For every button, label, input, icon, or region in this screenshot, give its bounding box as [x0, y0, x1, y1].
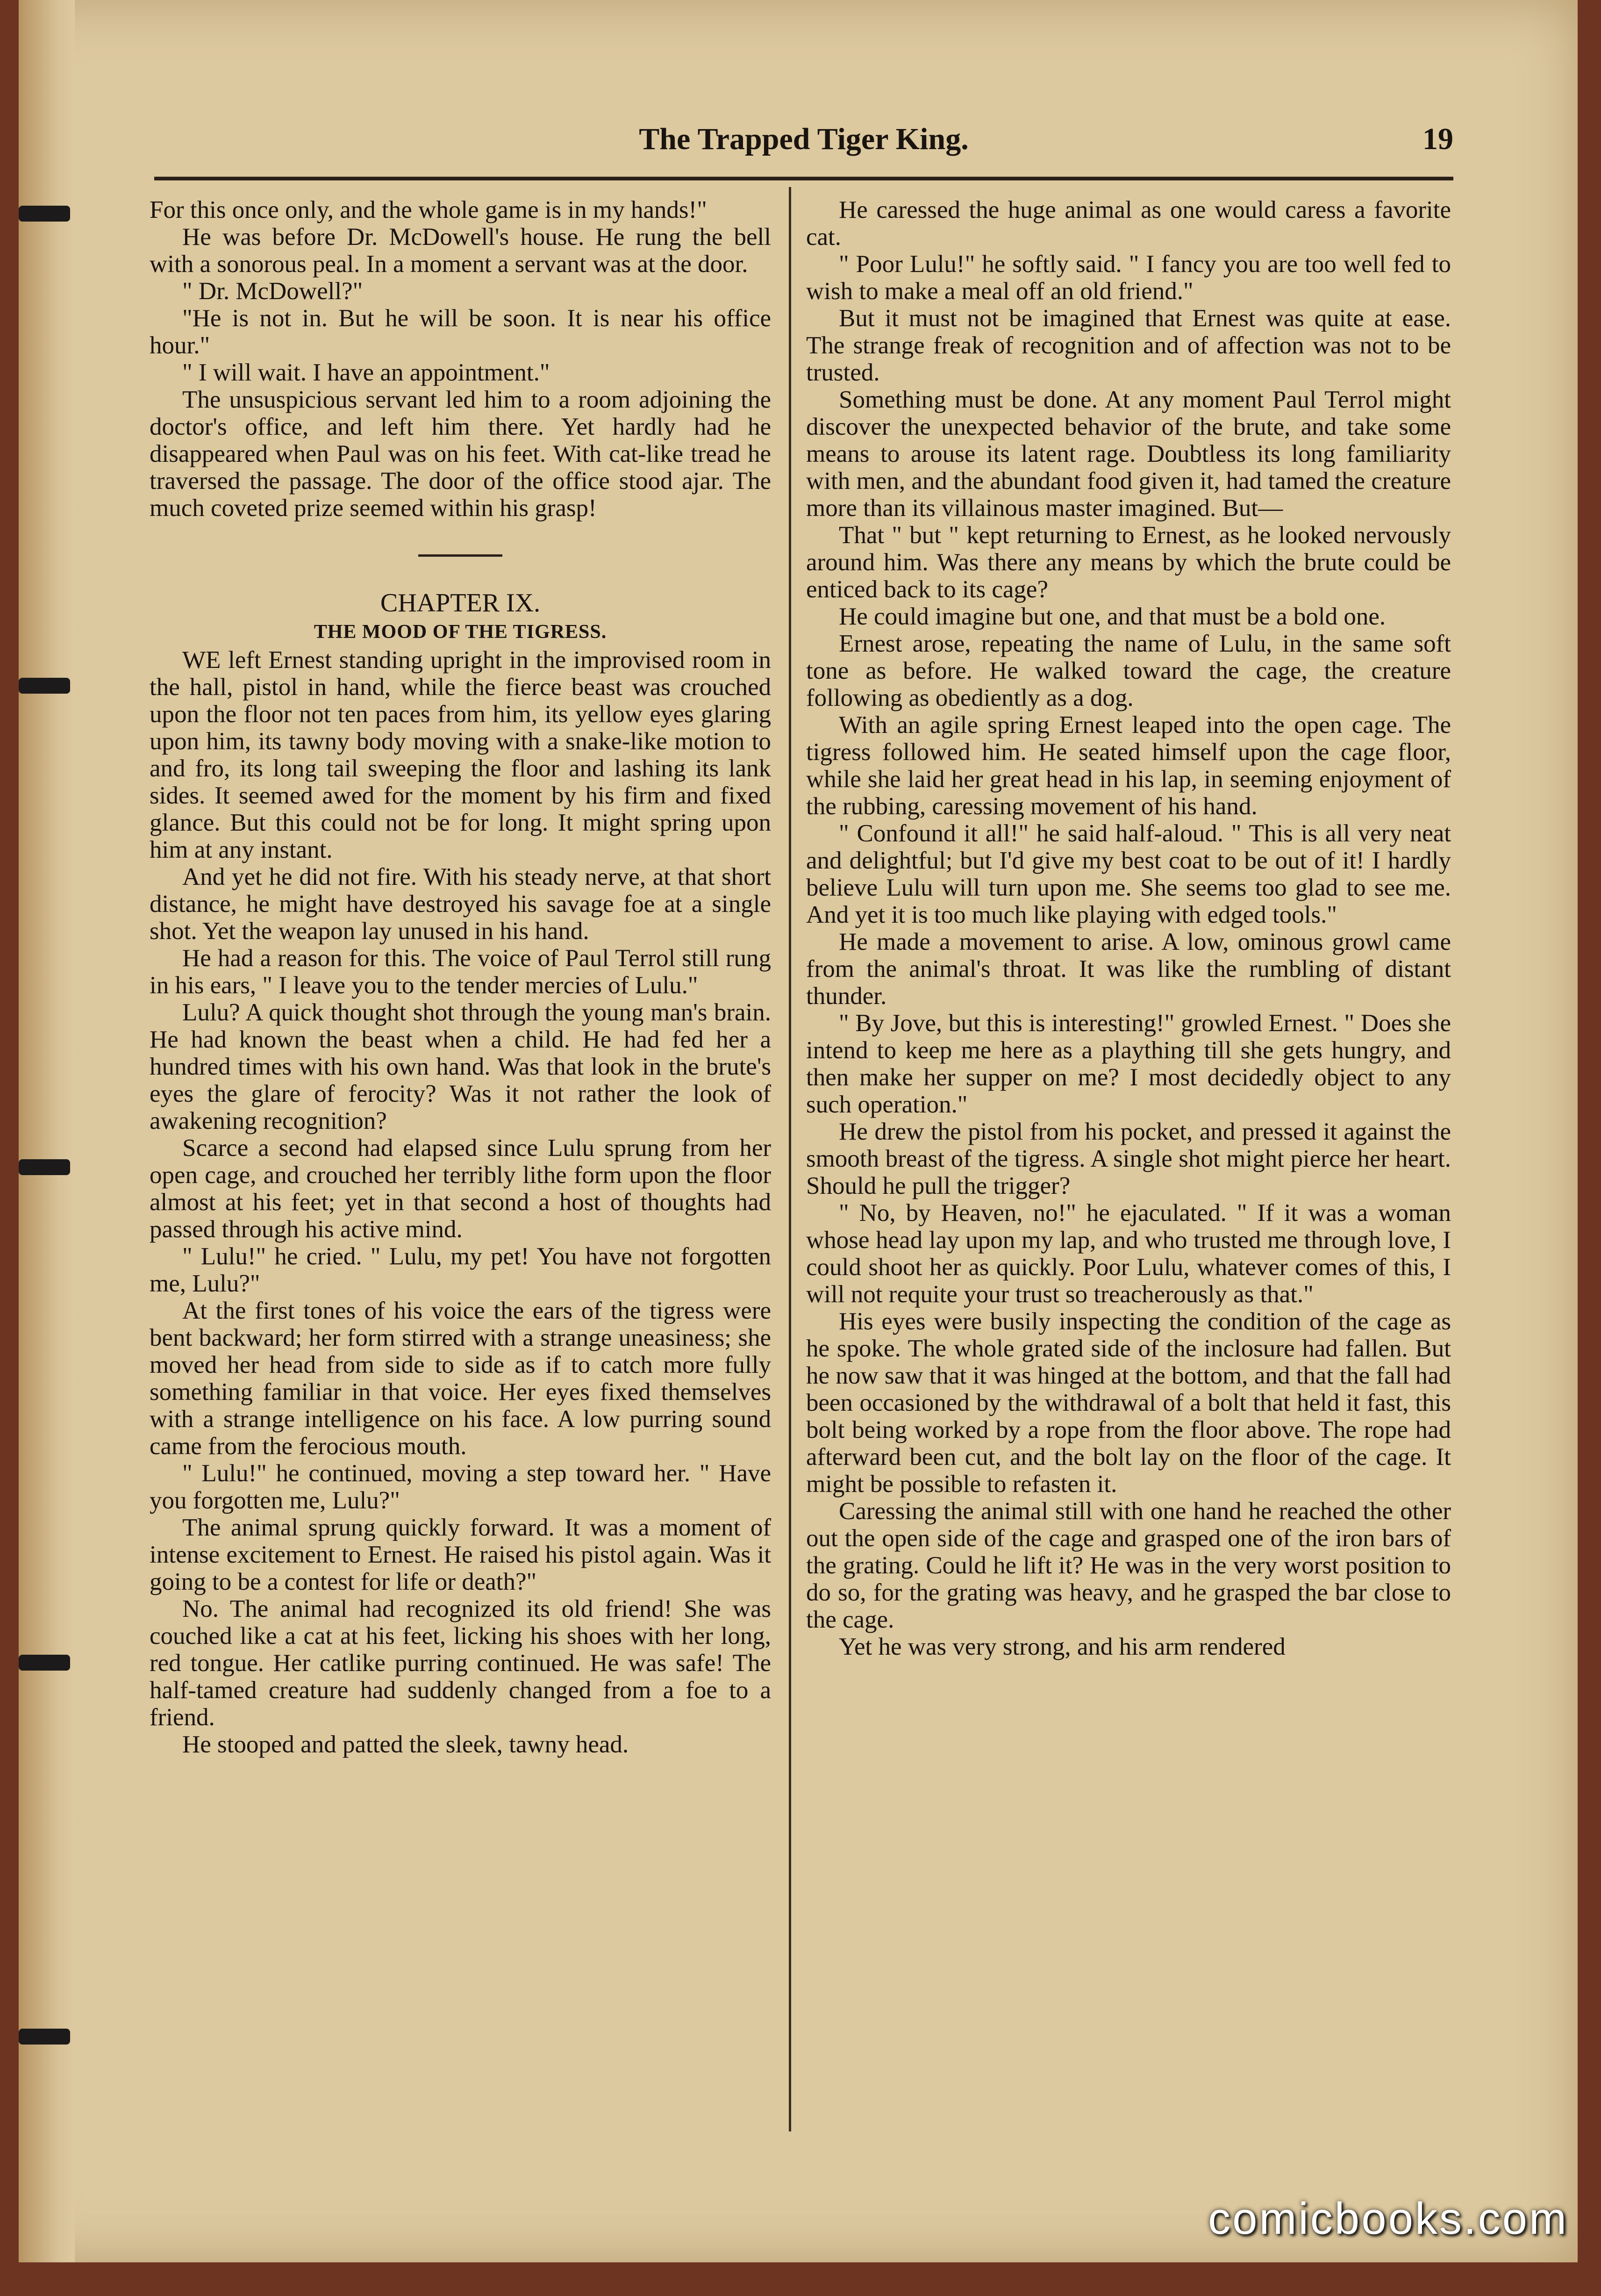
paragraph: Yet he was very strong, and his arm rendered	[839, 1633, 1286, 1660]
binding-stitch	[19, 678, 70, 694]
paragraph: He drew the pistol from his pocket, and pressed it against the smooth breast of the tigress. A single shot might pierce her heart. Should he pull the trigger?	[806, 1118, 1451, 1199]
paragraph: He made a movement to arise. A low, ominous growl came from the animal's throat. It was like the rumbling of distant thunder.	[806, 928, 1451, 1010]
paragraph: He could imagine but one, and that must be a bold one.	[839, 603, 1386, 630]
chapter-title: CHAPTER IX.	[380, 588, 541, 617]
paragraph: " Lulu!" he cried. " Lulu, my pet! You have not forgotten me, Lulu?"	[150, 1243, 771, 1297]
paragraph: " Lulu!" he continued, moving a step toward her. " Have you forgotten me, Lulu?"	[150, 1460, 771, 1514]
binding-stitch	[19, 1655, 70, 1671]
paragraph: Ernest arose, repeating the name of Lulu, in the same soft tone as before. He walked toward the cage, the creature following as obediently as a dog.	[806, 630, 1451, 711]
site-watermark: comicbooks.com	[1208, 2194, 1568, 2244]
paragraph: " I will wait. I have an appointment."	[182, 359, 550, 386]
binding-stitch	[19, 1159, 70, 1175]
page-spine	[19, 0, 75, 2262]
right-column	[806, 196, 1451, 1660]
paragraph: " No, by Heaven, no!" he ejaculated. " If it was a woman whose head lay upon my lap, and who trusted me through love, I could shoot her as quickly. Poor Lulu, whatever comes of this, I will not requite your trust so treacherously as that."	[806, 1199, 1451, 1308]
paragraph: " Dr. McDowell?"	[182, 278, 363, 305]
binding-stitch	[19, 206, 70, 222]
paragraph: No. The animal had recognized its old friend! She was couched like a cat at his feet, licking his shoes with her long, red tongue. Her catlike purring continued. He was safe! The half-tamed creature had suddenly changed from a foe to a friend.	[150, 1595, 771, 1731]
header-rule	[154, 177, 1453, 180]
paragraph: He had a reason for this. The voice of Paul Terrol still rung in his ears, " I leave you to the tender mercies of Lulu."	[150, 945, 771, 999]
paragraph: "He is not in. But he will be soon. It is near his office hour."	[150, 305, 771, 359]
column-divider	[789, 187, 791, 2131]
paragraph: He stooped and patted the sleek, tawny head.	[182, 1731, 629, 1758]
section-separator	[418, 554, 502, 557]
running-head: The Trapped Tiger King.	[639, 122, 969, 156]
paragraph: For this once only, and the whole game is in my hands!"	[150, 196, 707, 223]
paragraph: At the first tones of his voice the ears of the tigress were bent backward; her form stirred with a strange uneasiness; she moved her head from side to side as if to catch more fully something familiar in that voice. Her eyes fixed themselves with a strange intelligence on his face. A low purring sound came from the ferocious mouth.	[150, 1297, 771, 1460]
paragraph: Scarce a second had elapsed since Lulu sprung from her open cage, and crouched her terribly lithe form upon the floor almost at his feet; yet in that second a host of thoughts had passed through his active mind.	[150, 1134, 771, 1243]
paragraph: Lulu? A quick thought shot through the young man's brain. He had known the beast when a child. He had fed her a hundred times with his own hand. Was that look in the brute's eyes the glare of ferocity? Was it not rather the look of awakening recognition?	[150, 999, 771, 1134]
paragraph: The animal sprung quickly forward. It was a moment of intense excitement to Ernest. He raised his pistol again. Was it going to be a contest for life or death?"	[150, 1514, 771, 1595]
paragraph: And yet he did not fire. With his steady nerve, at that short distance, he might have destroyed his savage foe at a single shot. Yet the weapon lay unused in his hand.	[150, 863, 771, 945]
paragraph: His eyes were busily inspecting the condition of the cage as he spoke. The whole grated side of the inclosure had fallen. But he now saw that it was hinged at the bottom, and that the fall had been occasioned by the withdrawal of a bolt that held it fast, this bolt being worked by a rope from the floor above. The rope had afterward been cut, and the bolt lay on the floor of the cage. It might be possible to refasten it.	[806, 1308, 1451, 1498]
paragraph: He caressed the huge animal as one would caress a favorite cat.	[806, 196, 1451, 251]
paragraph: He was before Dr. McDowell's house. He rung the bell with a sonorous peal. In a moment a servant was at the door.	[150, 223, 771, 278]
page-number: 19	[1422, 122, 1453, 156]
paragraph: " Confound it all!" he said half-aloud. " This is all very neat and delightful; but I'd give my best coat to be out of it! I hardly believe Lulu will turn upon me. She seems too glad to see me. And yet it is too much like playing with edged tools."	[806, 820, 1451, 928]
paragraph: Something must be done. At any moment Paul Terrol might discover the unexpected behavior of the brute, and take some means to arouse its latent rage. Doubtless its long familiarity with men, and the abundant food given it, had tamed the creature more than its villainous master imagined. But—	[806, 386, 1451, 522]
paragraph: " Poor Lulu!" he softly said. " I fancy you are too well fed to wish to make a meal off an old friend."	[806, 251, 1451, 305]
paragraph: With an agile spring Ernest leaped into the open cage. The tigress followed him. He seated himself upon the cage floor, while she laid her great head in his lap, in seeming enjoyment of the rubbing, caressing movement of his hand.	[806, 711, 1451, 820]
page-header	[154, 112, 1453, 168]
left-column	[150, 196, 771, 1758]
binding-stitch	[19, 2029, 70, 2045]
paragraph: The unsuspicious servant led him to a room adjoining the doctor's office, and left him there. Yet hardly had he disappeared when Paul was on his feet. With cat-like tread he traversed the passage. The door of the office stood ajar. The much coveted prize seemed within his grasp!	[150, 386, 771, 522]
paragraph: " By Jove, but this is interesting!" growled Ernest. " Does she intend to keep me here as a plaything till she gets hungry, and then make her supper on me? I most decidedly object to any such operation."	[806, 1010, 1451, 1118]
paragraph: WE left Ernest standing upright in the improvised room in the hall, pistol in hand, while the fierce beast was crouched upon the floor not ten paces from him, its yellow eyes glaring upon him, its tawny body moving with a snake-like motion to and fro, its long tail sweeping the floor and lashing its lank sides. It seemed awed for the moment by his firm and fixed glance. But this could not be for long. It might spring upon him at any instant.	[150, 646, 771, 863]
paragraph: Caressing the animal still with one hand he reached the other out the open side of the cage and grasped one of the iron bars of the grating. Could he lift it? He was in the very worst position to do so, for the grating was heavy, and he grasped the bar close to the cage.	[806, 1498, 1451, 1633]
paragraph: But it must not be imagined that Ernest was quite at ease. The strange freak of recognition and of affection was not to be trusted.	[806, 305, 1451, 386]
paragraph: That " but " kept returning to Ernest, as he looked nervously around him. Was there any means by which the brute could be enticed back to its cage?	[806, 522, 1451, 603]
chapter-subtitle: THE MOOD OF THE TIGRESS.	[314, 621, 607, 643]
